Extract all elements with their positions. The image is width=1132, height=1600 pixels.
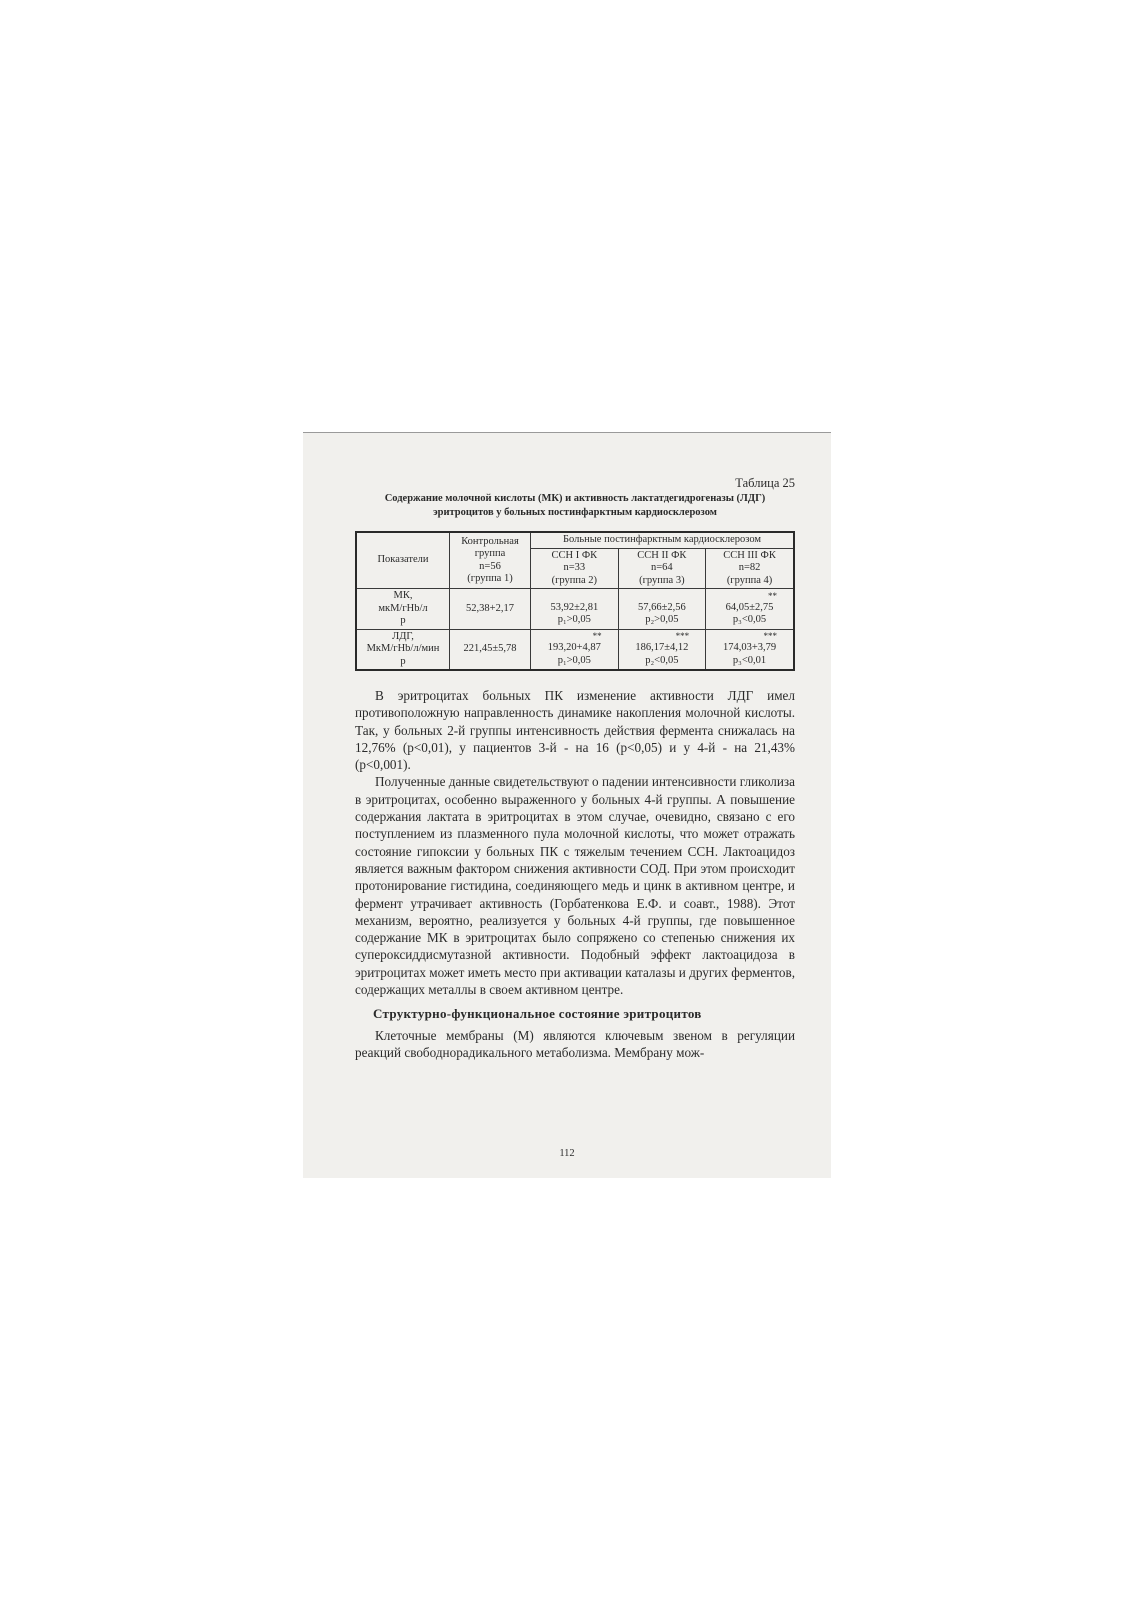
cell-ldg-g3: *** 186,17±4,12 p₂<0,05 xyxy=(618,629,705,670)
header-control: Контрольная группа n=56 (группа 1) xyxy=(450,532,531,589)
cell-mk-control: 52,38+2,17 xyxy=(450,589,531,630)
table-row-ldg xyxy=(356,629,794,670)
cell-ldg-g2: ** 193,20+4,87 p₁>0,05 xyxy=(531,629,619,670)
page-content xyxy=(355,476,795,1061)
header-patients: Больные постинфарктным кардиосклерозом xyxy=(531,532,795,548)
row-label-ldg: ЛДГ, МкМ/гНb/л/мин p xyxy=(356,629,450,670)
paragraph-1: В эритроцитах больных ПК изменение активности ЛДГ имел противоположную направленность динамике накопления молочной кислоты. Так, у больных 2-й группы интенсивность действия фермента снижалась на 12,76% (p<0,01), у пациентов 3-й - на 16 (p<0,05) и у 4-й - на 21,43% (p<0,001). xyxy=(355,688,795,773)
table-number: Таблица 25 xyxy=(735,476,795,490)
page-number: 112 xyxy=(559,1148,575,1159)
table-header-row xyxy=(356,532,794,548)
data-table xyxy=(355,531,795,671)
table-row-mk xyxy=(356,589,794,630)
table-caption: Содержание молочной кислоты (МК) и активность лактатдегидрогеназы (ЛДГ) эритроцитов у больных постинфарктным кардиосклерозом xyxy=(384,493,766,518)
cell-mk-g3: 57,66±2,56 p₂>0,05 xyxy=(618,589,705,630)
cell-ldg-g4: *** 174,03+3,79 p₃<0,01 xyxy=(706,629,794,670)
body-text xyxy=(355,687,795,1061)
cell-mk-g2: 53,92±2,81 p₁>0,05 xyxy=(531,589,619,630)
header-indicators: Показатели xyxy=(356,532,450,589)
paragraph-2: Полученные данные свидетельствуют о падении интенсивности гликолиза в эритроцитах, особенно выраженного у больных 4-й группы. А повышение содержания лактата в эритроцитах в этом случае, очевидно, связано с его поступлением из плазменного пула молочной кислоты, что может отражать состояние гипоксии у больных ПК с тяжелым течением ССН. Лактоацидоз является важным фактором снижения активности СОД. При этом происходит протонирование гистидина, соединяющего медь и цинк в активном центре, и фермент утрачивает активность (Горбатенкова Е.Ф. и соавт., 1988). Этот механизм, вероятно, реализуется у больных 4-й группы, где повышенное содержание МК в эритроцитах было сопряжено со степенью снижения их супероксиддисмутазной активности. Подобный эффект лактоацидоза в эритроцитах может иметь место при активации каталазы и других ферментов, содержащих металлы в своем активном центре. xyxy=(355,774,795,998)
cell-ldg-control: 221,45±5,78 xyxy=(450,629,531,670)
header-group-4: ССН III ФК n=82 (группа 4) xyxy=(706,548,794,589)
paragraph-3: Клеточные мембраны (М) являются ключевым звеном в регуляции реакций свободнорадикального метаболизма. Мембрану мож- xyxy=(355,1027,795,1060)
header-group-2: ССН I ФК n=33 (группа 2) xyxy=(531,548,619,589)
cell-mk-g4: ** 64,05±2,75 p₃<0,05 xyxy=(706,589,794,630)
header-group-3: ССН II ФК n=64 (группа 3) xyxy=(618,548,705,589)
row-label-mk: МК, мкМ/гНb/л p xyxy=(356,589,450,630)
section-title: Структурно-функциональное состояние эритроцитов xyxy=(373,1006,702,1022)
